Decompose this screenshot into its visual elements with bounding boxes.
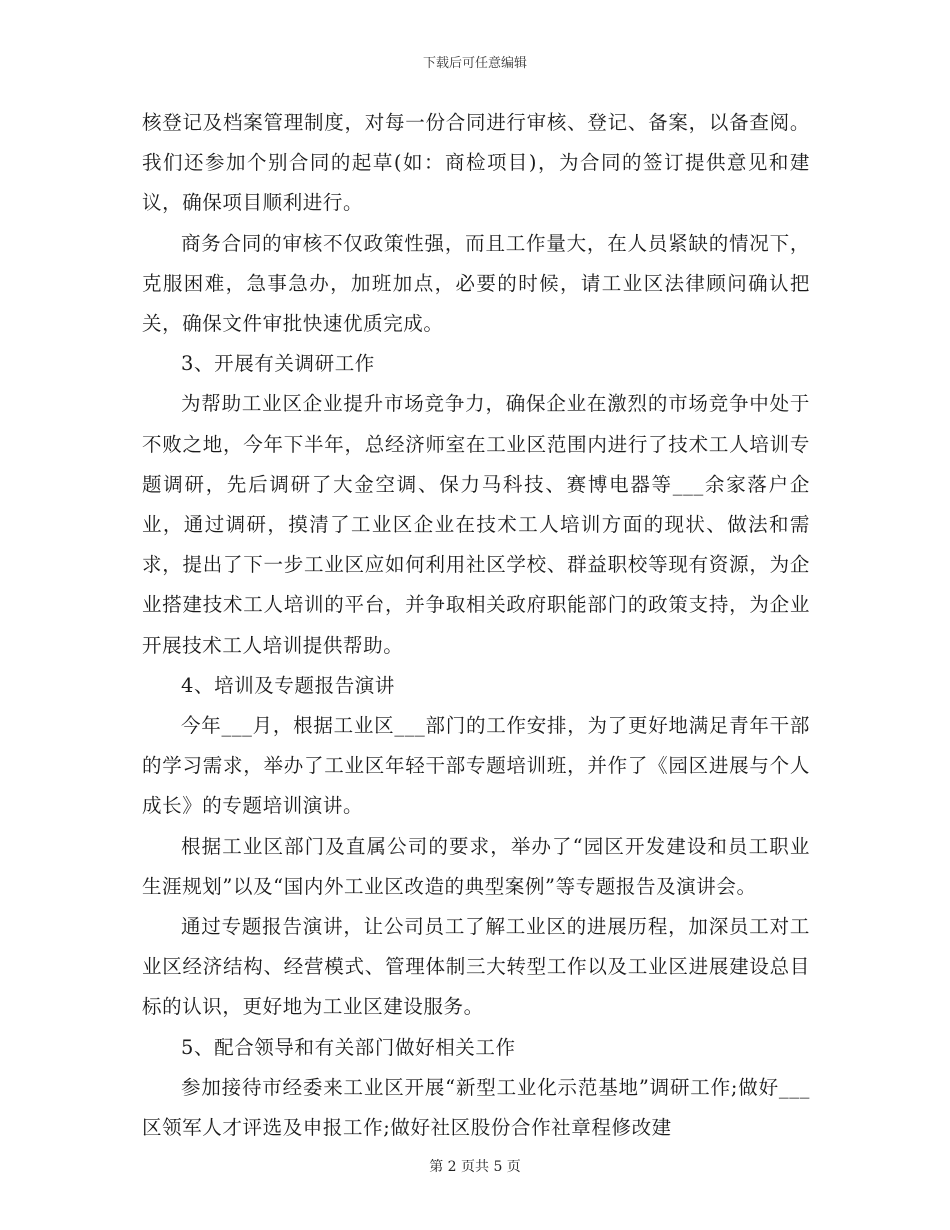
document-body <box>142 103 810 1148</box>
paragraph-6: 今年___月，根据工业区___部门的工作安排，为了更好地满足青年干部的学习需求，举办了工业区年轻干部专题培训班，并作了《园区进展与个人成长》的专题培训演讲。 <box>142 714 810 818</box>
paragraph-4: 为帮助工业区企业提升市场竞争力，确保企业在激烈的市场竞争中处于不败之地，今年下半年，总经济师室在工业区范围内进行了技术工人培训专题调研，先后调研了大金空调、保力马科技、赛博电器等___余家落户企业，通过调研，摸清了工业区企业在技术工人培训方面的现状、做法和需求，提出了下一步工业区应如何利用社区学校、群益职校等现有资源，为企业搭建技术工人培训的平台，并争取相关政府职能部门的政策支持，为企业开展技术工人培训提供帮助。 <box>142 392 810 657</box>
section-heading-5: 5、配合领导和有关部门做好相关工作 <box>181 1035 516 1059</box>
paragraph-10: 参加接待市经委来工业区开展“新型工业化示范基地”调研工作;做好___区领军人才评选及申报工作;做好社区股份合作社章程修改建 <box>142 1075 810 1140</box>
paragraph-8: 通过专题报告演讲，让公司员工了解工业区的进展历程，加深员工对工业区经济结构、经营模式、管理体制三大转型工作以及工业区进展建设总目标的认识，更好地为工业区建设服务。 <box>142 915 810 1019</box>
page-number: 第 2 页共 5 页 <box>429 1159 521 1175</box>
paragraph-2: 商务合同的审核不仅政策性强，而且工作量大，在人员紧缺的情况下，克服困难，急事急办，加班加点，必要的时候，请工业区法律顾问确认把关，确保文件审批快速优质完成。 <box>142 231 810 336</box>
section-heading-3: 3、开展有关调研工作 <box>181 352 375 376</box>
page-header: 下载后可任意编辑 <box>422 56 527 71</box>
paragraph-7: 根据工业区部门及直属公司的要求，举办了“园区开发建设和员工职业生涯规划”以及“国内外工业区改造的典型案例”等专题报告及演讲会。 <box>142 834 810 898</box>
paragraph-1: 核登记及档案管理制度，对每一份合同进行审核、登记、备案，以备查阅。我们还参加个别合同的起草(如：商检项目)，为合同的签订提供意见和建议，确保项目顺利进行。 <box>142 111 810 215</box>
section-heading-4: 4、培训及专题报告演讲 <box>181 673 396 697</box>
